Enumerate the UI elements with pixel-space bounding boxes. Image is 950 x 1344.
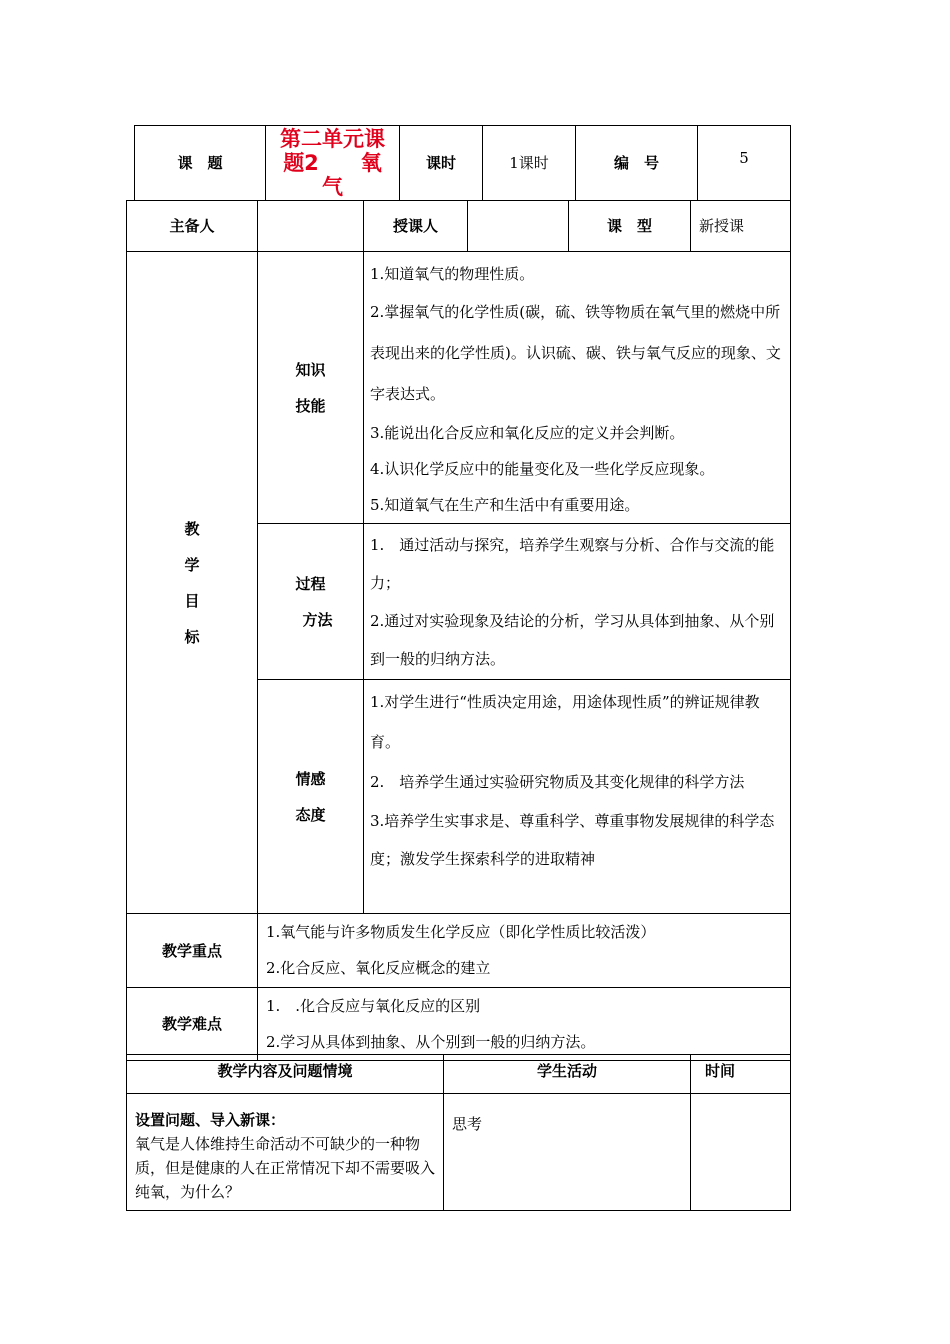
content-title: 设置问题、导入新课： bbox=[135, 1111, 286, 1129]
emotion-item: 1.对学生进行“性质决定用途，用途体现性质”的辨证规律教育。 bbox=[370, 693, 760, 751]
time-cell bbox=[691, 1094, 791, 1211]
knowledge-item: 3.能说出化合反应和氧化反应的定义并会判断。 bbox=[370, 424, 685, 442]
process-item: 1. 通过活动与探究，培养学生观察与分析、合作与交流的能力； bbox=[370, 536, 775, 592]
type-value: 新授课 bbox=[691, 201, 791, 252]
number-label: 编 号 bbox=[576, 126, 698, 201]
content-cell bbox=[127, 1094, 444, 1211]
process-table bbox=[126, 1054, 791, 1211]
difficulty-item: 2.学习从具体到抽象、从个别到一般的归纳方法。 bbox=[266, 1033, 596, 1051]
content-text: 氧气是人体维持生命活动不可缺少的一种物质，但是健康的人在正常情况下却不需要吸入纯氧，为什么？ bbox=[135, 1135, 436, 1201]
objectives-label: 教 学 目 标 bbox=[127, 252, 258, 914]
header-content: 教学内容及问题情境 bbox=[127, 1055, 444, 1094]
activity-cell: 思考 bbox=[444, 1094, 691, 1211]
header-table bbox=[134, 125, 791, 201]
key-points-label: 教学重点 bbox=[127, 914, 258, 988]
emotion-items bbox=[364, 680, 791, 914]
key-point-item: 1.氧气能与许多物质发生化学反应（即化学性质比较活泼） bbox=[266, 923, 656, 941]
header-activity: 学生活动 bbox=[444, 1055, 691, 1094]
emotion-item: 2. 培养学生通过实验研究物质及其变化规律的科学方法 bbox=[370, 773, 745, 791]
emotion-item: 3.培养学生实事求是、尊重科学、尊重事物发展规律的科学态度；激发学生探索科学的进取精神 bbox=[370, 812, 775, 868]
process-items bbox=[364, 524, 791, 680]
knowledge-item: 5.知道氧气在生产和生活中有重要用途。 bbox=[370, 496, 640, 514]
teacher-value bbox=[468, 201, 569, 252]
difficulty-item: 1. .化合反应与氧化反应的区别 bbox=[266, 997, 481, 1015]
preparer-value bbox=[258, 201, 364, 252]
subject-label: 课 题 bbox=[135, 126, 266, 201]
process-label: 过程 方法 bbox=[258, 524, 364, 680]
emotion-label: 情感 态度 bbox=[258, 680, 364, 914]
period-value: 1课时 bbox=[483, 126, 576, 201]
subject-title-line-3: 气 bbox=[322, 175, 343, 199]
teacher-label: 授课人 bbox=[364, 201, 468, 252]
difficulties-items bbox=[258, 988, 791, 1061]
key-point-item: 2.化合反应、氧化反应概念的建立 bbox=[266, 959, 491, 977]
knowledge-item: 1.知道氧气的物理性质。 bbox=[370, 265, 535, 283]
header-time: 时间 bbox=[691, 1055, 791, 1094]
number-value: 5 bbox=[698, 126, 791, 201]
period-label: 课时 bbox=[400, 126, 483, 201]
knowledge-item: 2.掌握氧气的化学性质(碳，硫、铁等物质在氧气里的燃烧中所表现出来的化学性质)。认识硫、碳、铁与氧气反应的现象、文字表达式。 bbox=[370, 303, 781, 403]
main-table bbox=[126, 200, 791, 1061]
knowledge-item: 4.认识化学反应中的能量变化及一些化学反应现象。 bbox=[370, 460, 715, 478]
subject-title bbox=[266, 126, 400, 201]
subject-title-line-1: 第二单元课 bbox=[280, 127, 385, 151]
preparer-label: 主备人 bbox=[127, 201, 258, 252]
key-points-items bbox=[258, 914, 791, 988]
knowledge-items bbox=[364, 252, 791, 524]
knowledge-label: 知识 技能 bbox=[258, 252, 364, 524]
difficulties-label: 教学难点 bbox=[127, 988, 258, 1061]
subject-title-line-2: 题2 氧 bbox=[283, 151, 382, 175]
type-label: 课 型 bbox=[569, 201, 691, 252]
process-item: 2.通过对实验现象及结论的分析，学习从具体到抽象、从个别到一般的归纳方法。 bbox=[370, 612, 775, 668]
